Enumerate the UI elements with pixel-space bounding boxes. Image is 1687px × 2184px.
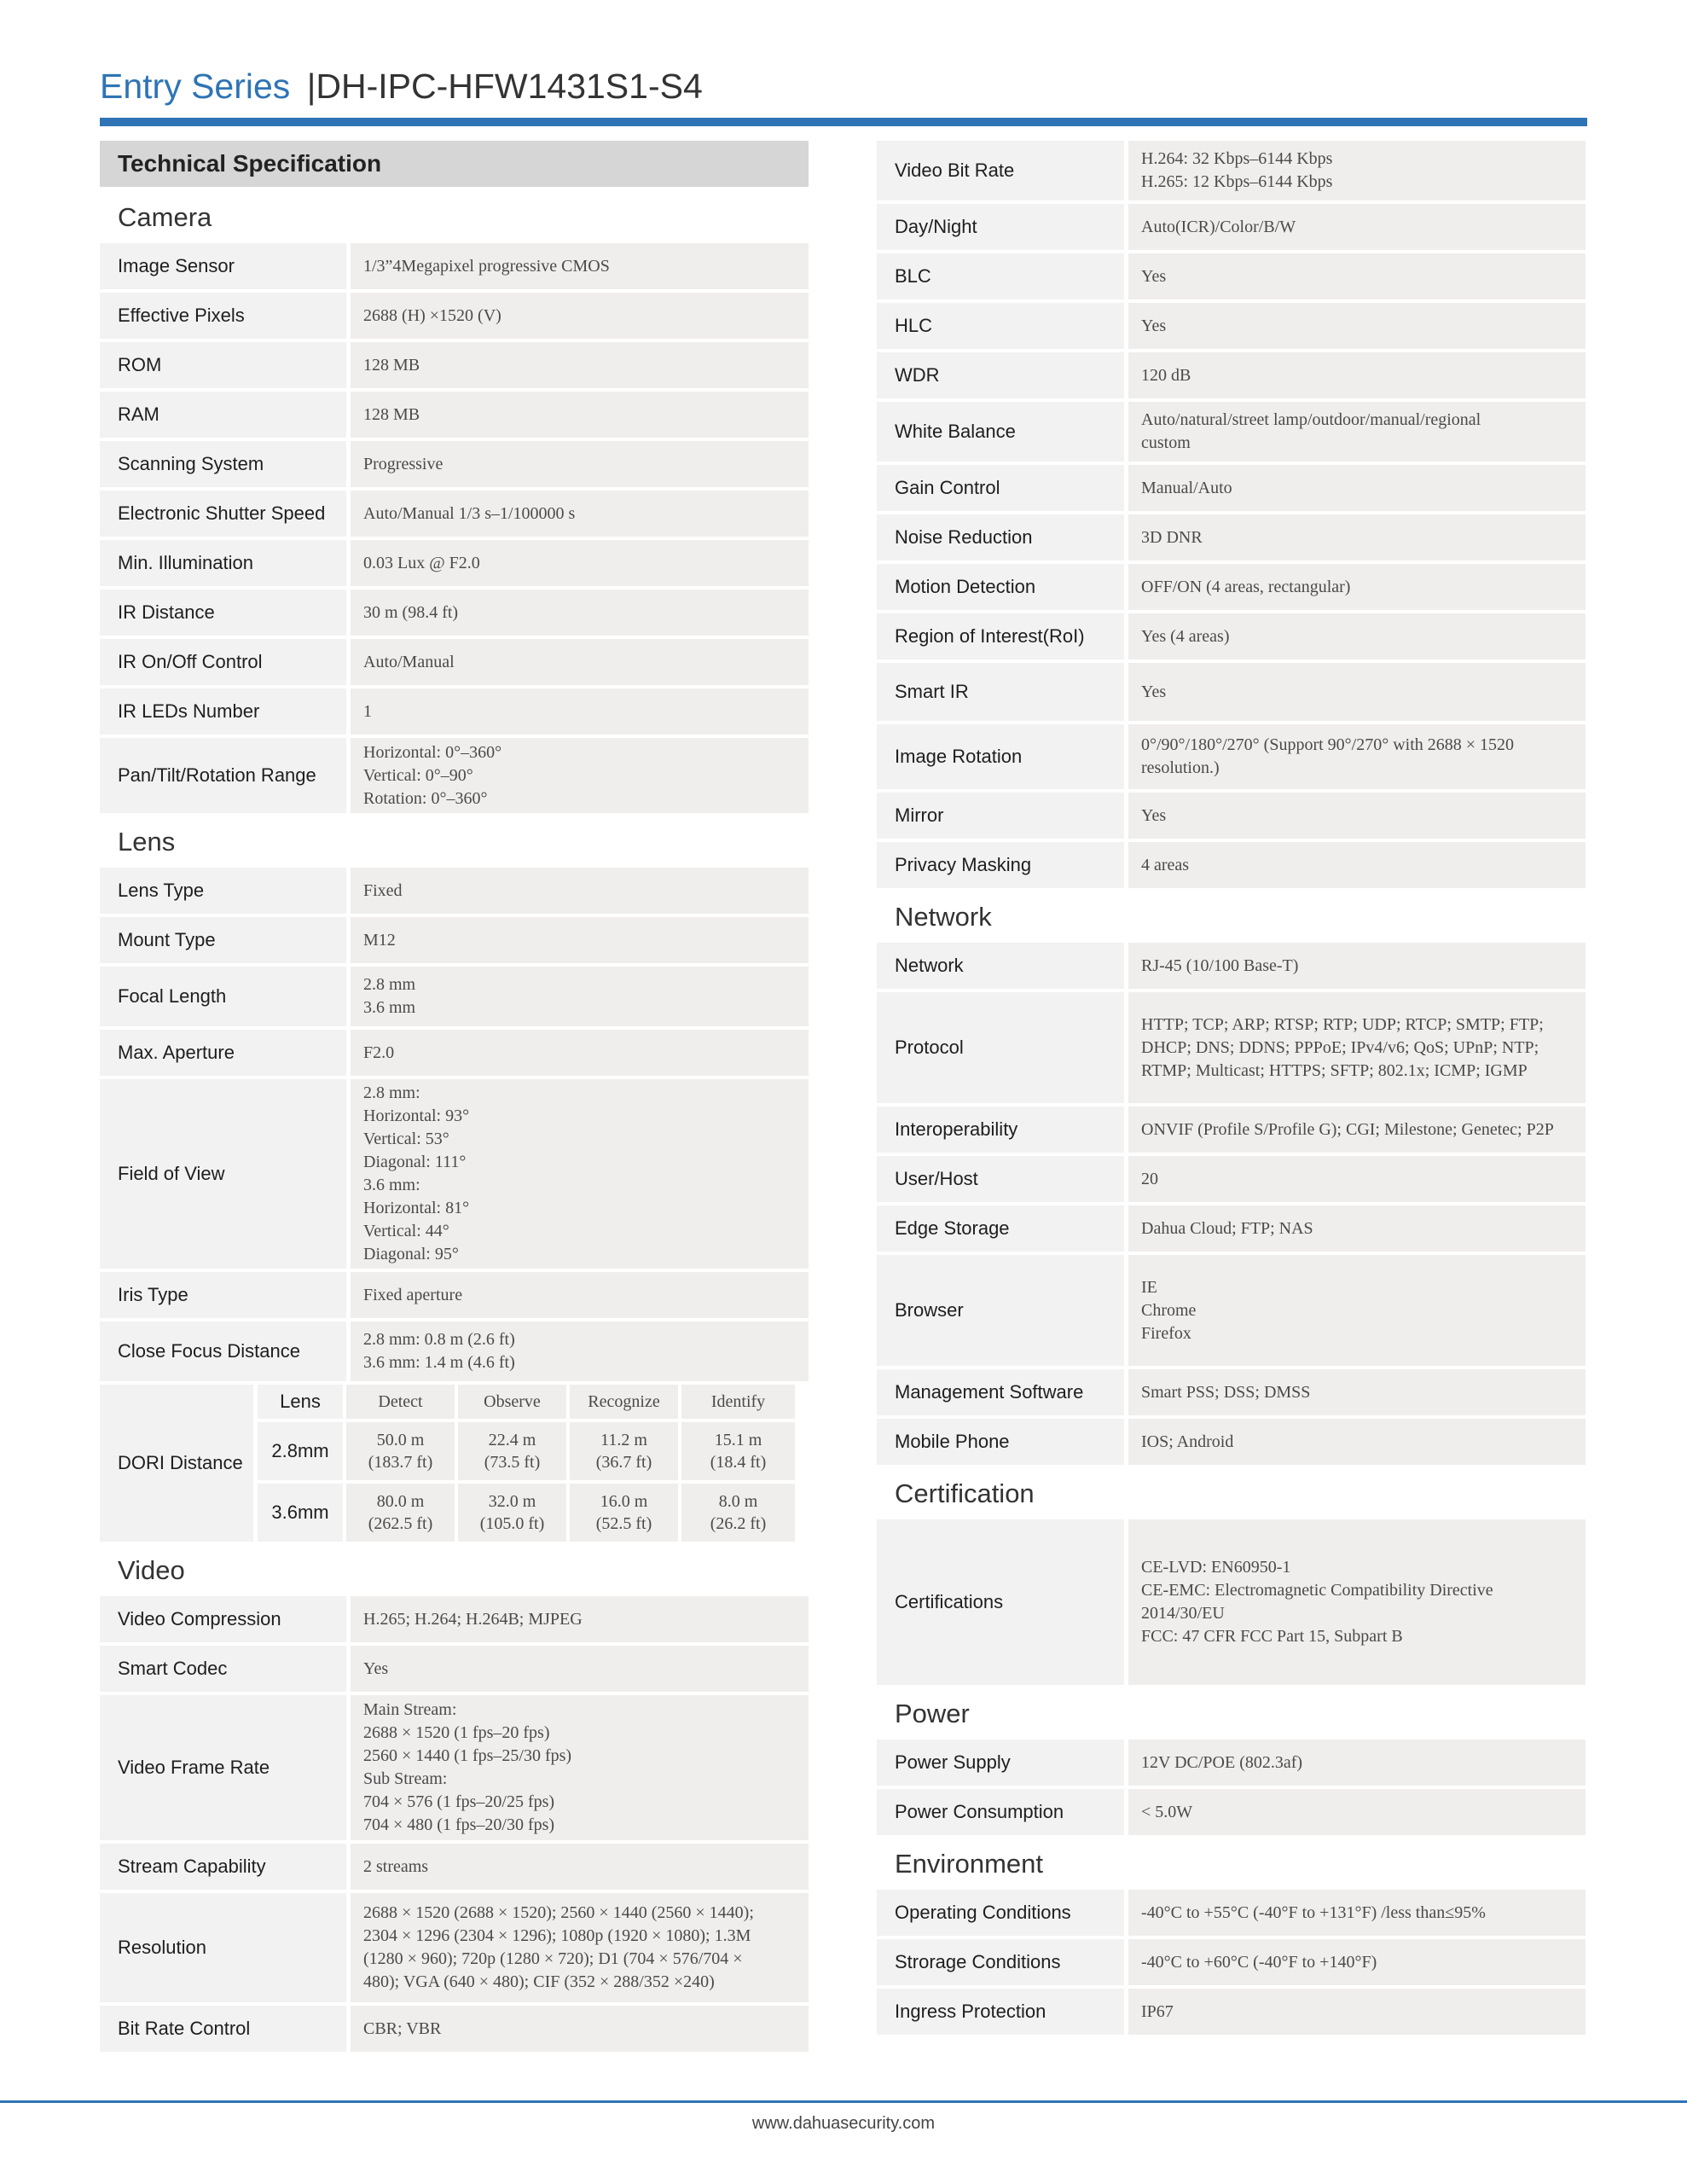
spec-value: -40°C to +55°C (-40°F to +131°F) /less than≤95%: [1128, 1890, 1586, 1936]
spec-value: 2.8 mm: 0.8 m (2.6 ft) 3.6 mm: 1.4 m (4.6 ft): [351, 1321, 809, 1381]
spec-label: Iris Type: [100, 1272, 346, 1318]
spec-row-rom: [100, 342, 809, 388]
dori-cell-detect: 80.0 m (262.5 ft): [346, 1484, 455, 1542]
spec-value: Auto/Manual: [351, 639, 809, 685]
spec-value: RJ-45 (10/100 Base-T): [1128, 943, 1586, 989]
spec-label: Motion Detection: [877, 564, 1124, 610]
spec-row-browser: [877, 1255, 1586, 1366]
footer-rule: [0, 2100, 1687, 2103]
spec-label: User/Host: [877, 1156, 1124, 1202]
spec-value: Auto/Manual 1/3 s–1/100000 s: [351, 491, 809, 537]
series-title: Entry Series: [100, 67, 291, 106]
model-number: DH-IPC-HFW1431S1-S4: [316, 67, 703, 106]
spec-label: Certifications: [877, 1519, 1124, 1685]
spec-label: Gain Control: [877, 465, 1124, 511]
section-title-power: Power: [895, 1699, 970, 1728]
spec-value: Fixed: [351, 868, 809, 914]
spec-label: Scanning System: [100, 441, 346, 487]
spec-row-image-rotation: [877, 724, 1586, 789]
spec-label: Lens Type: [100, 868, 346, 914]
dori-grid: [258, 1385, 809, 1542]
spec-row-max-aperture: [100, 1030, 809, 1076]
spec-value: CE-LVD: EN60950-1 CE-EMC: Electromagnetic Compatibility Directive 2014/30/EU FCC: 47 CFR FCC Part 15, Subpart B: [1128, 1519, 1586, 1685]
spec-value: CBR; VBR: [351, 2006, 809, 2052]
spec-label: Browser: [877, 1255, 1124, 1366]
dori-header-identify: Identify: [681, 1385, 795, 1419]
spec-label: Smart IR: [877, 663, 1124, 721]
spec-row-noise-reduction: [877, 514, 1586, 561]
spec-row-power-consumption: [877, 1789, 1586, 1835]
spec-label: BLC: [877, 253, 1124, 299]
spec-row-image-sensor: [100, 243, 809, 289]
dori-header-observe: Observe: [458, 1385, 566, 1419]
spec-label: Mobile Phone: [877, 1419, 1124, 1465]
spec-row-effective-pixels: [100, 293, 809, 339]
spec-row-mount-type: [100, 917, 809, 963]
spec-value: IP67: [1128, 1989, 1586, 2035]
spec-label: Operating Conditions: [877, 1890, 1124, 1936]
spec-row-ir-distance: [100, 590, 809, 636]
spec-label: Focal Length: [100, 967, 346, 1026]
spec-row-stream-capability: [100, 1844, 809, 1890]
spec-label: Field of View: [100, 1079, 346, 1269]
spec-label: Edge Storage: [877, 1205, 1124, 1252]
spec-row-protocol: [877, 992, 1586, 1103]
dori-cell-identify: 8.0 m (26.2 ft): [681, 1484, 795, 1542]
spec-row-network: [877, 943, 1586, 989]
spec-label: White Balance: [877, 402, 1124, 462]
spec-row-lens-type: [100, 868, 809, 914]
spec-value: < 5.0W: [1128, 1789, 1586, 1835]
spec-label: Close Focus Distance: [100, 1321, 346, 1381]
dori-cell-detect: 50.0 m (183.7 ft): [346, 1422, 455, 1480]
dori-cell-recognize: 16.0 m (52.5 ft): [570, 1484, 678, 1542]
dori-distance-table: [100, 1385, 809, 1542]
spec-value: 2 streams: [351, 1844, 809, 1890]
spec-value: Progressive: [351, 441, 809, 487]
spec-value: Auto/natural/street lamp/outdoor/manual/regional custom: [1128, 402, 1586, 462]
spec-value: Yes: [351, 1646, 809, 1692]
spec-value: 0°/90°/180°/270° (Support 90°/270° with 2688 × 1520 resolution.): [1128, 724, 1586, 789]
spec-label: Min. Illumination: [100, 540, 346, 586]
spec-value: Smart PSS; DSS; DMSS: [1128, 1369, 1586, 1415]
spec-label: Strorage Conditions: [877, 1939, 1124, 1985]
spec-label: Network: [877, 943, 1124, 989]
spec-value: H.265; H.264; H.264B; MJPEG: [351, 1596, 809, 1642]
spec-label: Video Bit Rate: [877, 141, 1124, 200]
dori-header-row: [258, 1385, 809, 1419]
spec-label: Smart Codec: [100, 1646, 346, 1692]
spec-label: Stream Capability: [100, 1844, 346, 1890]
dori-cell-observe: 22.4 m (73.5 ft): [458, 1422, 566, 1480]
spec-row-smart-ir: [877, 663, 1586, 721]
spec-label: Bit Rate Control: [100, 2006, 346, 2052]
spec-value: 1: [351, 688, 809, 735]
spec-label: Electronic Shutter Speed: [100, 491, 346, 537]
right-column: [877, 141, 1586, 2038]
spec-row-resolution: [100, 1893, 809, 2002]
section-title-camera: Camera: [118, 202, 212, 232]
spec-value: Yes: [1128, 663, 1586, 721]
spec-row-iris-type: [100, 1272, 809, 1318]
dori-header-lens: Lens: [258, 1385, 343, 1419]
spec-label: HLC: [877, 303, 1124, 349]
section-title-certification: Certification: [895, 1478, 1035, 1508]
spec-label: Protocol: [877, 992, 1124, 1103]
spec-value: 30 m (98.4 ft): [351, 590, 809, 636]
spec-row-smart-codec: [100, 1646, 809, 1692]
spec-row-mobile-phone: [877, 1419, 1586, 1465]
spec-row-strorage-conditions: [877, 1939, 1586, 1985]
spec-row-certifications: [877, 1519, 1586, 1685]
section-title-lens: Lens: [118, 827, 176, 857]
spec-value: Horizontal: 0°–360° Vertical: 0°–90° Rotation: 0°–360°: [351, 738, 809, 813]
spec-value: Yes (4 areas): [1128, 613, 1586, 659]
spec-row-hlc: [877, 303, 1586, 349]
spec-row-wdr: [877, 352, 1586, 398]
spec-value: F2.0: [351, 1030, 809, 1076]
spec-row-interoperability: [877, 1107, 1586, 1153]
spec-value: Yes: [1128, 793, 1586, 839]
spec-row-gain-control: [877, 465, 1586, 511]
spec-label: Mirror: [877, 793, 1124, 839]
spec-label: Image Sensor: [100, 243, 346, 289]
spec-row-min-illumination: [100, 540, 809, 586]
spec-value: Auto(ICR)/Color/B/W: [1128, 204, 1586, 250]
title-separator: |: [306, 67, 316, 106]
spec-row-white-balance: [877, 402, 1586, 462]
spec-value: 2688 × 1520 (2688 × 1520); 2560 × 1440 (2560 × 1440); 2304 × 1296 (2304 × 1296); 1080p (1920 × 1080); 1.3M (1280 × 960); 720p (1280 × 720); D1 (704 × 576/704 × 480); VGA (640 × 480); CIF (352 × 288/352 ×240): [351, 1893, 809, 2002]
spec-row-video-bit-rate: [877, 141, 1586, 200]
dori-label: DORI Distance: [100, 1385, 253, 1542]
spec-row-user-host: [877, 1156, 1586, 1202]
section-title-environment: Environment: [895, 1849, 1044, 1879]
spec-value: 120 dB: [1128, 352, 1586, 398]
spec-value: ONVIF (Profile S/Profile G); CGI; Milestone; Genetec; P2P: [1128, 1107, 1586, 1153]
spec-label: Mount Type: [100, 917, 346, 963]
spec-value: HTTP; TCP; ARP; RTSP; RTP; UDP; RTCP; SMTP; FTP; DHCP; DNS; DDNS; PPPoE; IPv4/v6; QoS; UPnP; NTP; RTMP; Multicast; HTTPS; SFTP; 802.1x; ICMP; IGMP: [1128, 992, 1586, 1103]
spec-row-blc: [877, 253, 1586, 299]
spec-value: IE Chrome Firefox: [1128, 1255, 1586, 1366]
spec-value: 2688 (H) ×1520 (V): [351, 293, 809, 339]
spec-label: Day/Night: [877, 204, 1124, 250]
spec-value: H.264: 32 Kbps–6144 Kbps H.265: 12 Kbps–6144 Kbps: [1128, 141, 1586, 200]
spec-value: 1/3”4Megapixel progressive CMOS: [351, 243, 809, 289]
dori-lens: 2.8mm: [258, 1422, 343, 1480]
spec-label: Power Supply: [877, 1740, 1124, 1786]
spec-row-close-focus-distance: [100, 1321, 809, 1381]
spec-value: Main Stream: 2688 × 1520 (1 fps–20 fps) 2560 × 1440 (1 fps–25/30 fps) Sub Stream: 704 × 576 (1 fps–20/25 fps) 704 × 480 (1 fps–20/30 fps): [351, 1695, 809, 1840]
spec-row-operating-conditions: [877, 1890, 1586, 1936]
spec-row-ir-leds-number: [100, 688, 809, 735]
spec-row-ingress-protection: [877, 1989, 1586, 2035]
spec-value: Yes: [1128, 303, 1586, 349]
spec-row-electronic-shutter-speed: [100, 491, 809, 537]
spec-row-ir-on-off-control: [100, 639, 809, 685]
spec-row-motion-detection: [877, 564, 1586, 610]
spec-value: 4 areas: [1128, 842, 1586, 888]
spec-label: Management Software: [877, 1369, 1124, 1415]
document-header: [100, 67, 703, 107]
spec-title: Technical Specification: [100, 141, 809, 187]
section-title-video: Video: [118, 1555, 185, 1585]
spec-label: RAM: [100, 392, 346, 438]
spec-label: IR Distance: [100, 590, 346, 636]
spec-label: Noise Reduction: [877, 514, 1124, 561]
section-title-network: Network: [895, 902, 992, 932]
spec-label: Region of Interest(RoI): [877, 613, 1124, 659]
header-rule: [100, 118, 1587, 126]
dori-cell-identify: 15.1 m (18.4 ft): [681, 1422, 795, 1480]
spec-label: ROM: [100, 342, 346, 388]
dori-cell-observe: 32.0 m (105.0 ft): [458, 1484, 566, 1542]
spec-row-mirror: [877, 793, 1586, 839]
spec-value: 128 MB: [351, 392, 809, 438]
dori-header-recognize: Recognize: [570, 1385, 678, 1419]
spec-row-field-of-view: [100, 1079, 809, 1269]
spec-value: 2.8 mm 3.6 mm: [351, 967, 809, 1026]
spec-value: M12: [351, 917, 809, 963]
spec-label: Effective Pixels: [100, 293, 346, 339]
spec-row-day-night: [877, 204, 1586, 250]
spec-label: Max. Aperture: [100, 1030, 346, 1076]
spec-row-scanning-system: [100, 441, 809, 487]
spec-row-ram: [100, 392, 809, 438]
spec-value: 3D DNR: [1128, 514, 1586, 561]
spec-value: OFF/ON (4 areas, rectangular): [1128, 564, 1586, 610]
dori-cell-recognize: 11.2 m (36.7 ft): [570, 1422, 678, 1480]
spec-row-region-of-interest-roi: [877, 613, 1586, 659]
spec-row-management-software: [877, 1369, 1586, 1415]
spec-label: IR On/Off Control: [100, 639, 346, 685]
dori-row-3-6mm: [258, 1484, 809, 1542]
spec-label: Power Consumption: [877, 1789, 1124, 1835]
spec-value: 20: [1128, 1156, 1586, 1202]
spec-label: Video Compression: [100, 1596, 346, 1642]
spec-value: 2.8 mm: Horizontal: 93° Vertical: 53° Diagonal: 111° 3.6 mm: Horizontal: 81° Vertical: 44° Diagonal: 95°: [351, 1079, 809, 1269]
spec-value: -40°C to +60°C (-40°F to +140°F): [1128, 1939, 1586, 1985]
left-column: [100, 141, 809, 2055]
spec-label: IR LEDs Number: [100, 688, 346, 735]
spec-label: Ingress Protection: [877, 1989, 1124, 2035]
spec-label: Image Rotation: [877, 724, 1124, 789]
spec-label: Interoperability: [877, 1107, 1124, 1153]
spec-label: Video Frame Rate: [100, 1695, 346, 1840]
spec-value: Fixed aperture: [351, 1272, 809, 1318]
spec-row-edge-storage: [877, 1205, 1586, 1252]
spec-value: Manual/Auto: [1128, 465, 1586, 511]
spec-row-video-frame-rate: [100, 1695, 809, 1840]
dori-row-2-8mm: [258, 1422, 809, 1480]
spec-value: Dahua Cloud; FTP; NAS: [1128, 1205, 1586, 1252]
spec-value: 12V DC/POE (802.3af): [1128, 1740, 1586, 1786]
spec-label: Pan/Tilt/Rotation Range: [100, 738, 346, 813]
dori-header-detect: Detect: [346, 1385, 455, 1419]
spec-row-pan-tilt-rotation-range: [100, 738, 809, 813]
dori-lens: 3.6mm: [258, 1484, 343, 1542]
spec-value: Yes: [1128, 253, 1586, 299]
spec-value: 128 MB: [351, 342, 809, 388]
spec-row-privacy-masking: [877, 842, 1586, 888]
spec-label: Resolution: [100, 1893, 346, 2002]
spec-row-focal-length: [100, 967, 809, 1026]
spec-label: Privacy Masking: [877, 842, 1124, 888]
spec-value: 0.03 Lux @ F2.0: [351, 540, 809, 586]
spec-value: IOS; Android: [1128, 1419, 1586, 1465]
spec-row-power-supply: [877, 1740, 1586, 1786]
spec-row-video-compression: [100, 1596, 809, 1642]
spec-row-bit-rate-control: [100, 2006, 809, 2052]
spec-label: WDR: [877, 352, 1124, 398]
footer-url: www.dahuasecurity.com: [751, 2114, 936, 2133]
